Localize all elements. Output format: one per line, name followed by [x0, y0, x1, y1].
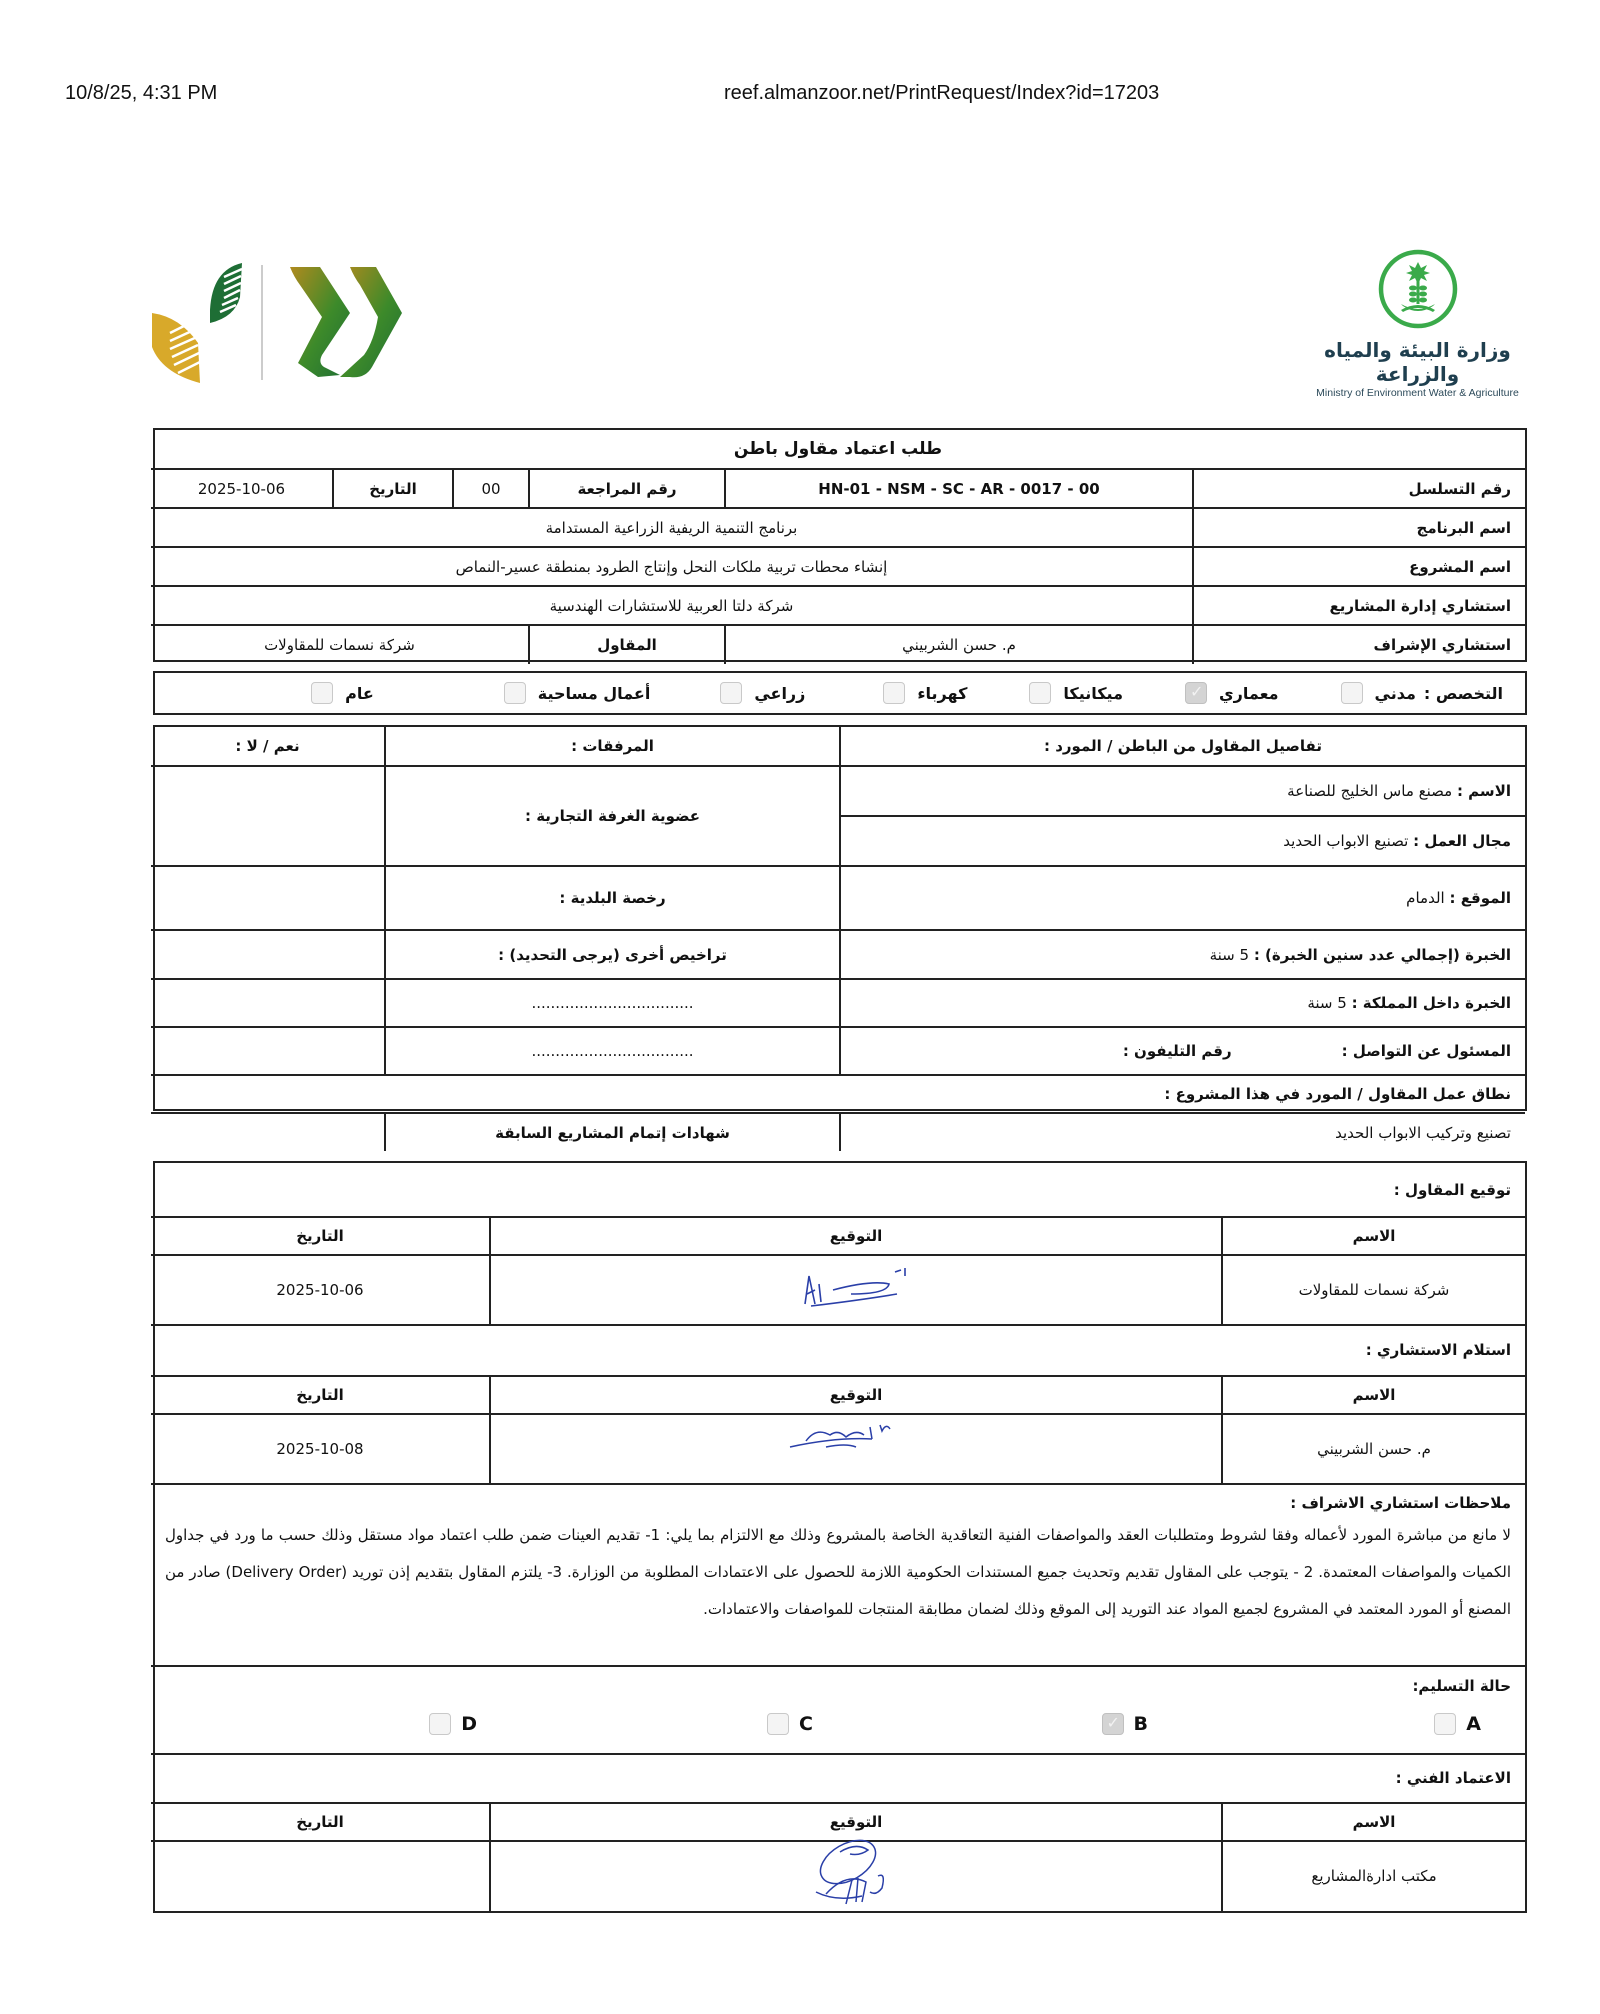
revision-label: رقم المراجعة — [529, 469, 725, 508]
checkbox-c[interactable] — [767, 1713, 789, 1735]
attach-chamber-yesno[interactable] — [151, 766, 385, 866]
delivery-option-a[interactable] — [1178, 1713, 1511, 1735]
specialty-option-general[interactable] — [311, 682, 374, 704]
checkbox-d[interactable] — [429, 1713, 451, 1735]
details-header: تفاصيل المقاول من الباطن / المورد : — [840, 727, 1525, 766]
attach-municipal-yesno[interactable] — [151, 866, 385, 930]
attach-other-dots-2: .................................. — [385, 1027, 840, 1075]
checkbox-architectural[interactable] — [1185, 682, 1207, 704]
specialty-option-survey[interactable] — [504, 682, 651, 704]
supervisor-notes-text: لا مانع من مباشرة المورد لأعماله وفقا لشروط ومتطلبات العقد والمواصفات الفنية التعاقدية الخاصة بالمشروع وذلك مع الالتزام بما يلي: 1- تقديم العينات ضمن طلب اعتماد مواد مستقل وذلك حسب ما ورد في جداول الكميات والمواصفات المعتمدة. 2 - يتوجب على المقاول تقديم وتحديث جميع المستندات الحكومية اللازمة للحصول على الاعتمادات المطلوبة من الوزارة. 3- يلتزم المقاول بتقديم إذن توريد (Delivery Order) صادر من المصنع أو المورد المعتمد في المشروع لجميع المواد عند التوريد إلى الموقع وذلك لضمان مطابقة المنتجات للمواصفات والاعتمادات. — [164, 1525, 1511, 1618]
experience-label: الخبرة (إجمالي عدد سنين الخبرة) : — [1253, 945, 1511, 964]
col-date: التاريخ — [151, 1217, 490, 1255]
specialty-option-label: معماري — [1218, 683, 1279, 703]
delivery-option-c[interactable] — [507, 1713, 843, 1735]
consultant-receipt-section: استلام الاستشاري : — [151, 1325, 1525, 1375]
contractor-label: المقاول — [529, 625, 725, 664]
attach-other-label: تراخيص أخرى (يرجى التحديد) : — [385, 930, 840, 979]
ministry-emblem-icon — [1377, 248, 1459, 330]
experience-ksa-label: الخبرة داخل المملكة : — [1351, 994, 1511, 1012]
delivery-option-label: A — [1466, 1713, 1481, 1736]
delivery-option-d[interactable] — [429, 1713, 507, 1735]
technical-approval-signature-icon — [491, 1842, 1221, 1911]
specialty-option-mechanical[interactable] — [1029, 682, 1123, 704]
contact-label: المسئول عن التواصل : — [1341, 1042, 1511, 1060]
name-value: مصنع ماس الخليج للصناعة — [1287, 782, 1453, 800]
print-header — [0, 82, 1600, 106]
checkbox-survey[interactable] — [504, 682, 526, 704]
col-name: الاسم — [1222, 1217, 1525, 1255]
specialty-label: التخصص : — [1423, 683, 1503, 703]
attach-other-yesno[interactable] — [151, 930, 385, 979]
checkbox-civil[interactable] — [1341, 682, 1363, 704]
date-label: التاريخ — [333, 469, 453, 508]
consultant-name: م. حسن الشربيني — [1222, 1414, 1525, 1484]
ministry-name-ar: وزارة البيئة والمياه والزراعة — [1324, 338, 1511, 386]
consultant-signature-icon — [491, 1415, 1221, 1483]
specialty-option-label: عام — [345, 683, 374, 703]
consultant-sign-date: 2025-10-08 — [151, 1414, 490, 1484]
contractor-signature-icon — [491, 1256, 1221, 1324]
col-date: التاريخ — [151, 1803, 490, 1841]
pm-consultant-label: استشاري إدارة المشاريع — [1193, 586, 1525, 625]
delivery-option-b[interactable] — [843, 1713, 1178, 1735]
attach-other-dots-1: .................................. — [385, 979, 840, 1027]
delivery-option-label: D — [461, 1713, 477, 1736]
technical-approval-date — [151, 1841, 490, 1911]
phone-label: رقم التليفون : — [1122, 1042, 1232, 1060]
specialty-option-label: زراعي — [754, 683, 806, 703]
supervision-value: م. حسن الشربيني — [725, 625, 1193, 664]
project-value: إنشاء محطات تربية ملكات النحل وإنتاج الطرود بمنطقة عسير-النماص — [151, 547, 1193, 586]
checkbox-agricultural[interactable] — [720, 682, 742, 704]
delivery-status-label: حالة التسليم: — [1412, 1677, 1511, 1696]
project-label: اسم المشروع — [1193, 547, 1525, 586]
reef-program-logo-icon — [150, 255, 405, 390]
checkbox-electrical[interactable] — [883, 682, 905, 704]
attachments-header: المرفقات : — [385, 727, 840, 766]
delivery-option-label: C — [799, 1713, 813, 1736]
scope-value: تصنيع وتركيب الابواب الحديد — [840, 1113, 1525, 1151]
col-signature: التوقيع — [490, 1376, 1222, 1414]
experience-value: 5 سنة — [1209, 945, 1250, 964]
approvals-table — [153, 1161, 1527, 1913]
field-value: تصنيع الابواب الحديد — [1283, 832, 1409, 850]
experience-ksa-value: 5 سنة — [1307, 994, 1347, 1012]
contractor-signature-section: توقيع المقاول : — [151, 1163, 1525, 1217]
date-value: 2025-10-06 — [151, 469, 333, 508]
form-title: طلب اعتماد مقاول باطن — [151, 430, 1525, 469]
program-label: اسم البرنامج — [1193, 508, 1525, 547]
checkbox-mechanical[interactable] — [1029, 682, 1051, 704]
supervisor-notes-label: ملاحظات استشاري الاشراف : — [1290, 1493, 1511, 1512]
specialty-option-label: أعمال مساحية — [537, 683, 651, 703]
attach-yesno-empty-1[interactable] — [151, 979, 385, 1027]
name-label: الاسم : — [1456, 782, 1511, 800]
delivery-status-options — [165, 1713, 1511, 1735]
serial-label: رقم التسلسل — [1193, 469, 1525, 508]
attach-yesno-empty-2[interactable] — [151, 1027, 385, 1075]
specialty-option-label: ميكانيكا — [1063, 683, 1123, 703]
col-name: الاسم — [1222, 1803, 1525, 1841]
contractor-value: شركة نسمات للمقاولات — [151, 625, 529, 664]
form-header-table — [153, 428, 1527, 662]
specialty-option-agricultural[interactable] — [720, 682, 805, 704]
specialty-option-civil[interactable] — [1341, 682, 1416, 704]
print-timestamp: 10/8/25, 4:31 PM — [65, 82, 218, 104]
specialty-box — [153, 671, 1527, 715]
specialty-option-architectural[interactable] — [1185, 682, 1279, 704]
program-value: برنامج التنمية الريفية الزراعية المستدامة — [151, 508, 1193, 547]
technical-approval-name: مكتب ادارةالمشاريع — [1222, 1841, 1525, 1911]
location-label: الموقع : — [1449, 889, 1511, 907]
supervision-label: استشاري الإشراف — [1193, 625, 1525, 664]
attach-chamber-label: عضوية الغرفة التجارية : — [385, 766, 840, 866]
checkbox-a[interactable] — [1434, 1713, 1456, 1735]
col-name: الاسم — [1222, 1376, 1525, 1414]
delivery-option-label: B — [1133, 1713, 1148, 1736]
print-url: reef.almanzoor.net/PrintRequest/Index?id=17203 — [724, 82, 1160, 104]
certificates-label: شهادات إتمام المشاريع السابقة — [385, 1113, 840, 1151]
subcontractor-details-table — [153, 725, 1527, 1142]
contractor-name: شركة نسمات للمقاولات — [1222, 1255, 1525, 1325]
ministry-logo — [1300, 248, 1535, 399]
revision-value: 00 — [453, 469, 529, 508]
location-value: الدمام — [1406, 889, 1445, 907]
checkbox-general[interactable] — [311, 682, 333, 704]
serial-value: HN-01 - NSM - SC - AR - 0017 - 00 — [725, 469, 1193, 508]
field-label: مجال العمل : — [1413, 832, 1511, 850]
col-signature: التوقيع — [490, 1803, 1222, 1841]
ministry-name-en: Ministry of Environment Water & Agriculture — [1316, 387, 1519, 399]
attach-municipal-label: رخصة البلدية : — [385, 866, 840, 930]
pm-consultant-value: شركة دلتا العربية للاستشارات الهندسية — [151, 586, 1193, 625]
contractor-sign-date: 2025-10-06 — [151, 1255, 490, 1325]
specialty-option-label: كهرباء — [917, 683, 968, 703]
certificates-yesno[interactable] — [151, 1113, 385, 1151]
col-signature: التوقيع — [490, 1217, 1222, 1255]
col-date: التاريخ — [151, 1376, 490, 1414]
checkbox-b[interactable] — [1102, 1713, 1124, 1735]
technical-approval-section: الاعتماد الفني : — [151, 1754, 1525, 1803]
scope-label: نطاق عمل المقاول / المورد في هذا المشروع : — [151, 1075, 1525, 1113]
specialty-option-label: مدني — [1374, 683, 1416, 703]
yes-no-header: نعم / لا : — [151, 727, 385, 766]
specialty-option-electrical[interactable] — [883, 682, 967, 704]
